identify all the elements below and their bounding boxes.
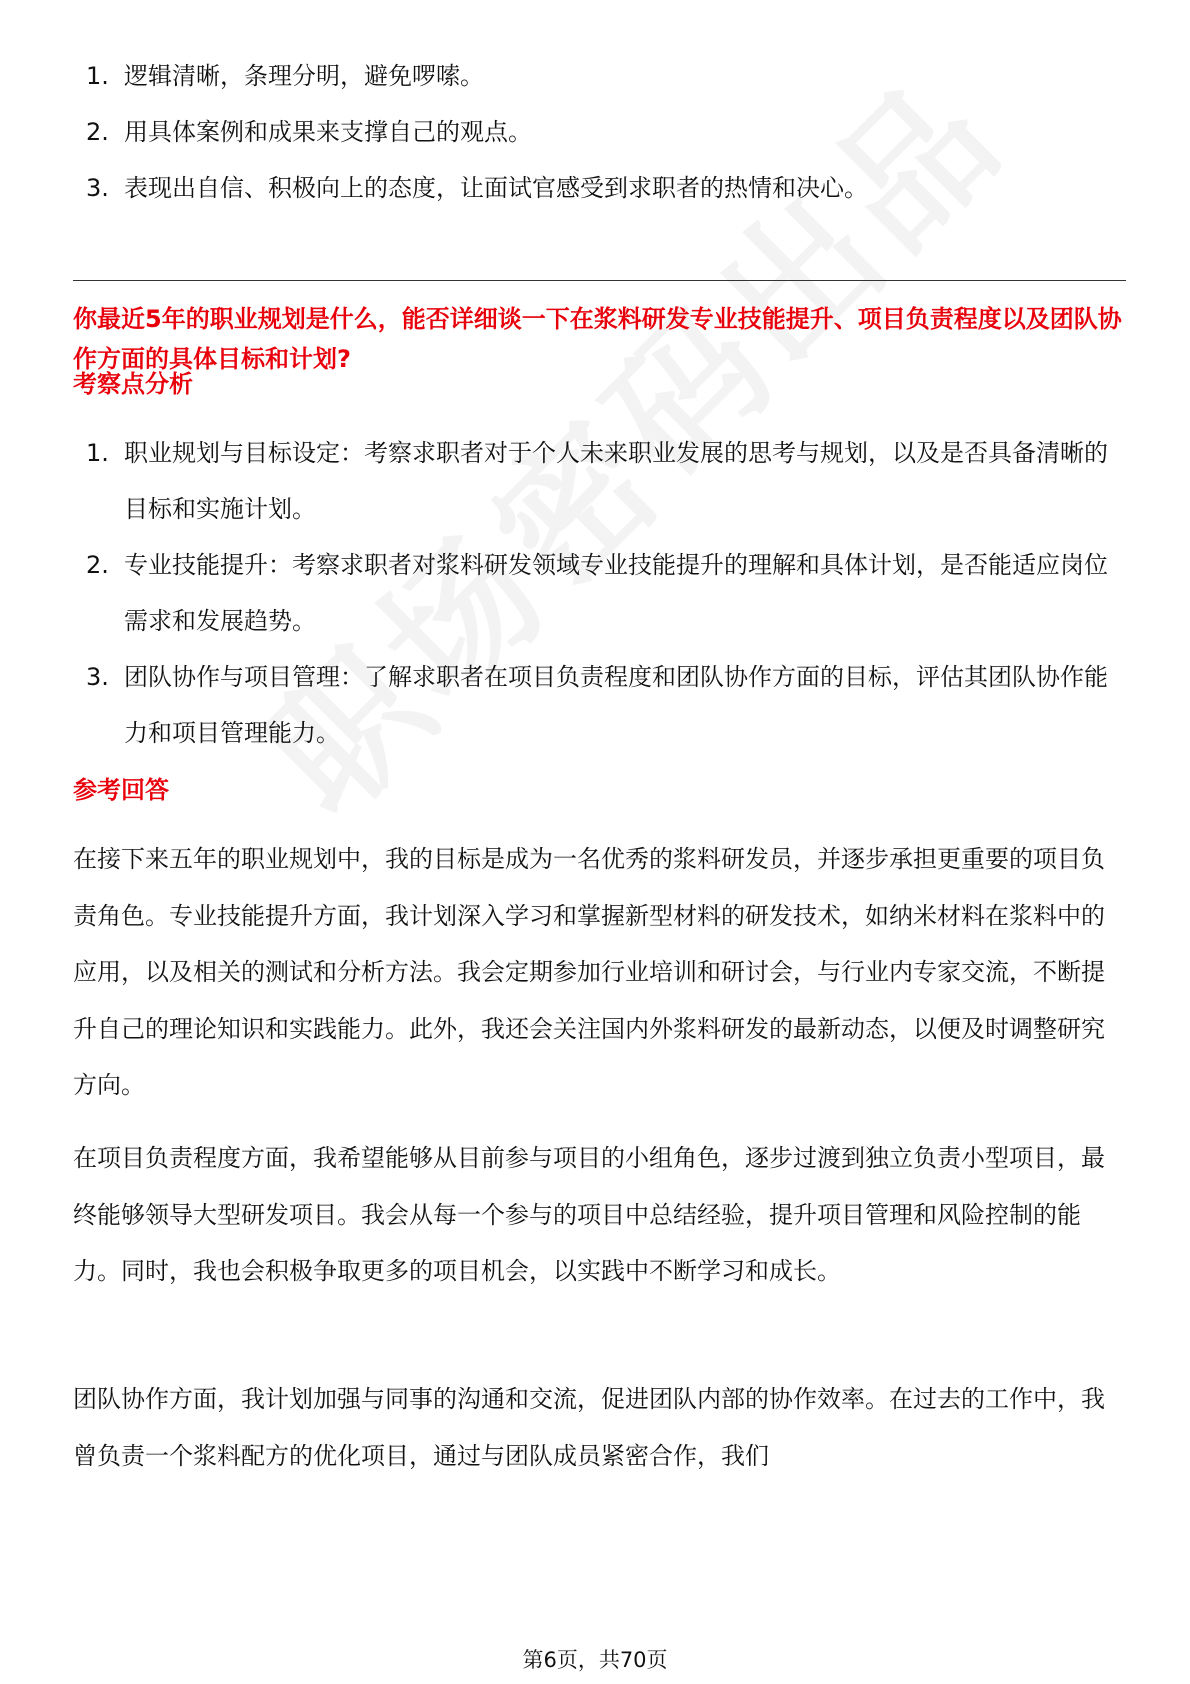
list-number: 1. — [86, 439, 109, 467]
list-item — [0, 104, 1190, 160]
list-number: 2. — [86, 118, 109, 146]
list-item — [0, 537, 1190, 649]
list-text: 职业规划与目标设定：考察求职者对于个人未来职业发展的思考与规划，以及是否具备清晰的目标和实施计划。 — [124, 439, 1108, 523]
analysis-list — [0, 425, 1190, 761]
list-number: 2. — [86, 551, 109, 579]
section-divider — [73, 280, 1126, 281]
answer-heading: 参考回答 — [73, 776, 169, 804]
list-item — [0, 160, 1190, 216]
list-text: 表现出自信、积极向上的态度，让面试官感受到求职者的热情和决心。 — [124, 174, 868, 202]
list-text: 逻辑清晰，条理分明，避免啰嗦。 — [124, 62, 484, 90]
list-number: 3. — [86, 663, 109, 691]
list-number: 3. — [86, 174, 109, 202]
list-text: 团队协作与项目管理：了解求职者在项目负责程度和团队协作方面的目标，评估其团队协作能力和项目管理能力。 — [124, 663, 1108, 747]
intro-list — [0, 48, 1190, 216]
list-number: 1. — [86, 62, 109, 90]
answer-paragraph: 在接下来五年的职业规划中，我的目标是成为一名优秀的浆料研发员，并逐步承担更重要的项目负责角色。专业技能提升方面，我计划深入学习和掌握新型材料的研发技术，如纳米材料在浆料中的应用，以及相关的测试和分析方法。我会定期参加行业培训和研讨会，与行业内专家交流，不断提升自己的理论知识和实践能力。此外，我还会关注国内外浆料研发的最新动态，以便及时调整研究方向。 — [73, 845, 1105, 1099]
answer-paragraph: 团队协作方面，我计划加强与同事的沟通和交流，促进团队内部的协作效率。在过去的工作中，我曾负责一个浆料配方的优化项目，通过与团队成员紧密合作，我们 — [73, 1385, 1105, 1470]
list-text: 专业技能提升：考察求职者对浆料研发领域专业技能提升的理解和具体计划，是否能适应岗位需求和发展趋势。 — [124, 551, 1108, 635]
answer-paragraph: 在项目负责程度方面，我希望能够从目前参与项目的小组角色，逐步过渡到独立负责小型项目，最终能够领导大型研发项目。我会从每一个参与的项目中总结经验，提升项目管理和风险控制的能力。同时，我也会积极争取更多的项目机会，以实践中不断学习和成长。 — [73, 1144, 1105, 1285]
analysis-heading: 考察点分析 — [73, 370, 193, 398]
list-item — [0, 425, 1190, 537]
interview-question: 你最近5年的职业规划是什么，能否详细谈一下在浆料研发专业技能提升、项目负责程度以及团队协作方面的具体目标和计划? — [73, 305, 1122, 373]
list-item — [0, 649, 1190, 761]
list-item — [0, 48, 1190, 104]
page-footer: 第6页，共70页 — [522, 1648, 668, 1672]
list-text: 用具体案例和成果来支撑自己的观点。 — [124, 118, 532, 146]
